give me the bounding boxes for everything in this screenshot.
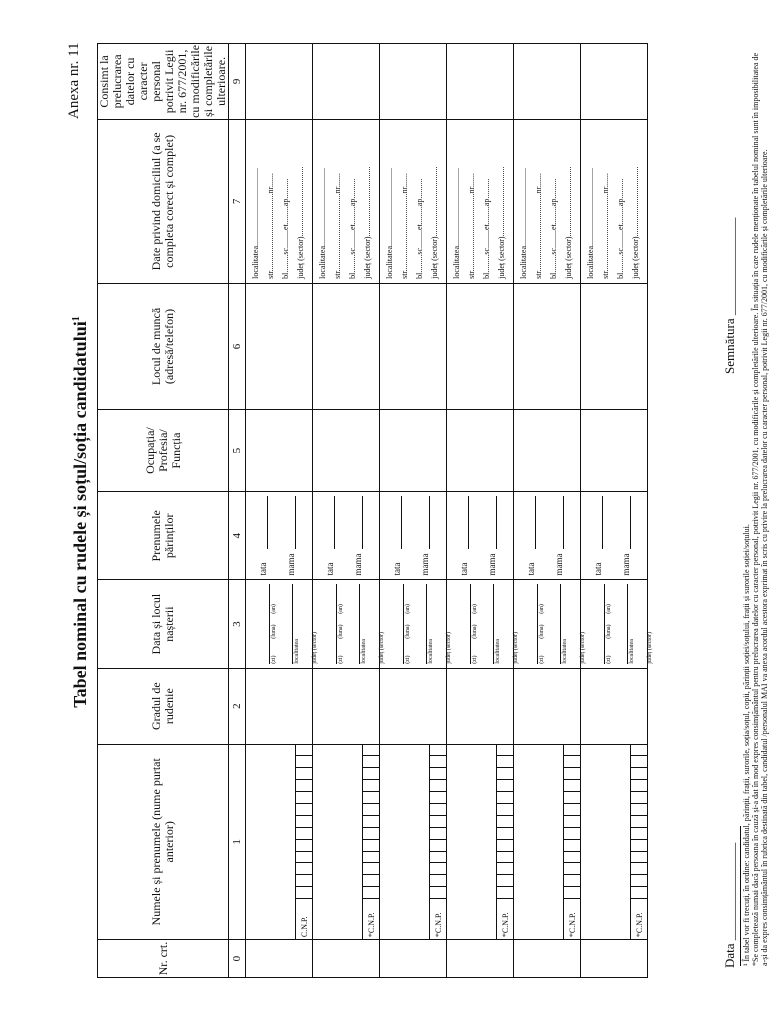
cnp-label: *C.N.P. bbox=[631, 898, 647, 939]
cnp-label: *C.N.P. bbox=[564, 898, 580, 939]
cnp-digit-box[interactable] bbox=[631, 827, 647, 839]
cnp-digit-box[interactable] bbox=[296, 886, 312, 898]
col-number: 0 bbox=[229, 940, 246, 978]
header-nr: Nr. crt. bbox=[98, 940, 229, 978]
occupation-cell[interactable] bbox=[380, 410, 447, 492]
cnp-digit-box[interactable] bbox=[497, 827, 513, 839]
cnp-digit-box[interactable] bbox=[430, 755, 446, 767]
cnp-field bbox=[295, 745, 312, 940]
name-cell[interactable] bbox=[581, 744, 648, 940]
address-street: str.......................................nr....... bbox=[400, 173, 409, 279]
mother-label: mama bbox=[420, 553, 430, 576]
cnp-field bbox=[429, 745, 446, 940]
header-workplace: Locul de muncă (adresă/telefon) bbox=[98, 283, 229, 409]
cnp-digit-box[interactable] bbox=[296, 851, 312, 863]
cnp-digit-box[interactable] bbox=[296, 767, 312, 779]
place-caption: localitatea bbox=[495, 639, 501, 664]
address-building: bl.........sc.........et.........ap.......... bbox=[616, 178, 625, 279]
nr-cell[interactable] bbox=[447, 940, 514, 978]
name-cell[interactable] bbox=[246, 744, 313, 940]
title-text: Tabel nominal cu rudele și soțul/soția candidatului bbox=[70, 321, 90, 708]
father-label: tata bbox=[593, 562, 603, 576]
cnp-digit-box[interactable] bbox=[430, 745, 446, 756]
mother-label: mama bbox=[554, 553, 564, 576]
month-caption: (luna) bbox=[606, 624, 612, 639]
footnote-2: *Se completează numai dacă persoana în cauză și-a dat în mod expres consimțământul pentru prelucrarea datelor cu caracter personal, potrivit Legii nr. 677/2001, cu modificările și completările ulterioare. În situația în care rudele menționate în tabelul nominal sunt în imposibilitatea de a-și da expres consimțământul în rubrica destinată din tabel, candidatul /personalul MAI va anexa acordul acestora exprimat în scris cu privire la prelucrarea datelor cu caracter personal, potrivit Legii nr. 677/2001, cu modificările și completările ulterioare. bbox=[751, 53, 769, 966]
header-parents: Prenumele părinților bbox=[98, 492, 229, 580]
county-caption: județ (sector) bbox=[379, 631, 385, 664]
cnp-digit-box[interactable] bbox=[497, 791, 513, 803]
father-label: tata bbox=[392, 562, 402, 576]
kinship-cell[interactable] bbox=[380, 668, 447, 744]
consent-cell[interactable] bbox=[313, 44, 380, 120]
kinship-cell[interactable] bbox=[447, 668, 514, 744]
day-caption: (zi) bbox=[472, 655, 478, 664]
cnp-digit-box[interactable] bbox=[363, 851, 379, 863]
cnp-digit-box[interactable] bbox=[564, 767, 580, 779]
footnote-divider bbox=[740, 826, 741, 966]
cnp-digit-box[interactable] bbox=[296, 827, 312, 839]
address-locality: localitatea....................................... bbox=[251, 168, 260, 279]
address-county: județ (sector)................................... bbox=[296, 166, 305, 279]
birth-cell[interactable] bbox=[313, 580, 385, 668]
cnp-field bbox=[362, 745, 379, 940]
birth-cell[interactable] bbox=[246, 580, 318, 668]
kinship-cell[interactable] bbox=[514, 668, 581, 744]
cnp-digit-box[interactable] bbox=[631, 791, 647, 803]
address-locality: localitatea....................................... bbox=[385, 168, 394, 279]
father-label: tata bbox=[459, 562, 469, 576]
county-caption: județ (sector) bbox=[513, 631, 519, 664]
table-row bbox=[447, 44, 514, 978]
place-caption: localitatea bbox=[294, 639, 300, 664]
parents-cell[interactable] bbox=[581, 492, 648, 580]
mother-label: mama bbox=[487, 553, 497, 576]
month-caption: (luna) bbox=[539, 624, 545, 639]
birth-cell[interactable] bbox=[514, 580, 586, 668]
cnp-digit-box[interactable] bbox=[430, 839, 446, 851]
cnp-digit-box[interactable] bbox=[497, 851, 513, 863]
cnp-field bbox=[563, 745, 580, 940]
cnp-digit-box[interactable] bbox=[363, 755, 379, 767]
consent-cell[interactable] bbox=[514, 44, 581, 120]
cnp-label: C.N.P. bbox=[296, 898, 312, 939]
month-caption: (luna) bbox=[271, 624, 277, 639]
cnp-digit-box[interactable] bbox=[631, 745, 647, 756]
cnp-digit-box[interactable] bbox=[363, 827, 379, 839]
cnp-digit-box[interactable] bbox=[363, 874, 379, 886]
day-caption: (zi) bbox=[405, 655, 411, 664]
col-number: 4 bbox=[229, 492, 246, 580]
cnp-label: *C.N.P. bbox=[430, 898, 446, 939]
place-caption: localitatea bbox=[562, 639, 568, 664]
cnp-digit-box[interactable] bbox=[363, 839, 379, 851]
month-caption: (luna) bbox=[338, 624, 344, 639]
address-street: str.......................................nr....... bbox=[266, 173, 275, 279]
mother-label: mama bbox=[621, 553, 631, 576]
county-caption: județ (sector) bbox=[647, 631, 653, 664]
workplace-cell[interactable] bbox=[447, 283, 514, 409]
name-cell[interactable] bbox=[447, 744, 514, 940]
cnp-digit-box[interactable] bbox=[430, 767, 446, 779]
cnp-label: *C.N.P. bbox=[497, 898, 513, 939]
table-row bbox=[581, 44, 648, 978]
occupation-cell[interactable] bbox=[246, 410, 313, 492]
cnp-digit-box[interactable] bbox=[363, 791, 379, 803]
cnp-digit-box[interactable] bbox=[497, 779, 513, 791]
cnp-digit-box[interactable] bbox=[363, 815, 379, 827]
col-number: 6 bbox=[229, 283, 246, 409]
place-caption: localitatea bbox=[629, 639, 635, 664]
parents-cell[interactable] bbox=[246, 492, 313, 580]
place-caption: localitatea bbox=[428, 639, 434, 664]
cnp-digit-box[interactable] bbox=[296, 755, 312, 767]
cnp-digit-box[interactable] bbox=[564, 874, 580, 886]
name-cell[interactable] bbox=[380, 744, 447, 940]
cnp-digit-box[interactable] bbox=[631, 755, 647, 767]
cnp-digit-box[interactable] bbox=[430, 779, 446, 791]
cnp-digit-box[interactable] bbox=[631, 815, 647, 827]
address-street: str.......................................nr....... bbox=[601, 173, 610, 279]
cnp-digit-box[interactable] bbox=[363, 803, 379, 815]
cnp-digit-box[interactable] bbox=[497, 815, 513, 827]
table-row bbox=[380, 44, 447, 978]
address-county: județ (sector)................................... bbox=[631, 166, 640, 279]
cnp-digit-box[interactable] bbox=[430, 803, 446, 815]
column-number-row bbox=[229, 44, 246, 978]
header-occupation: Ocupația/ Profesia/ Funcția bbox=[98, 410, 229, 492]
kinship-cell[interactable] bbox=[246, 668, 313, 744]
cnp-digit-box[interactable] bbox=[430, 791, 446, 803]
year-caption: (an) bbox=[338, 604, 344, 614]
kinship-cell[interactable] bbox=[581, 668, 648, 744]
cnp-digit-box[interactable] bbox=[430, 886, 446, 898]
date-label: Data bbox=[722, 943, 737, 968]
cnp-digit-box[interactable] bbox=[497, 767, 513, 779]
cnp-digit-box[interactable] bbox=[430, 851, 446, 863]
cnp-digit-box[interactable] bbox=[564, 745, 580, 756]
address-cell[interactable] bbox=[581, 119, 648, 283]
cnp-digit-box[interactable] bbox=[430, 827, 446, 839]
day-caption: (zi) bbox=[606, 655, 612, 664]
address-cell[interactable] bbox=[313, 119, 380, 283]
signature-field[interactable]: Semnătura _______________ bbox=[722, 217, 737, 374]
nr-cell[interactable] bbox=[581, 940, 648, 978]
nr-cell[interactable] bbox=[514, 940, 581, 978]
address-locality: localitatea....................................... bbox=[452, 168, 461, 279]
cnp-digit-box[interactable] bbox=[296, 745, 312, 756]
cnp-digit-box[interactable] bbox=[497, 886, 513, 898]
address-county: județ (sector)................................... bbox=[363, 166, 372, 279]
cnp-digit-box[interactable] bbox=[564, 886, 580, 898]
cnp-digit-box[interactable] bbox=[363, 779, 379, 791]
cnp-digit-box[interactable] bbox=[564, 862, 580, 874]
cnp-digit-box[interactable] bbox=[296, 791, 312, 803]
kinship-cell[interactable] bbox=[313, 668, 380, 744]
cnp-digit-box[interactable] bbox=[497, 755, 513, 767]
county-caption: județ (sector) bbox=[446, 631, 452, 664]
month-caption: (luna) bbox=[472, 624, 478, 639]
cnp-digit-box[interactable] bbox=[631, 874, 647, 886]
relatives-table bbox=[97, 43, 653, 978]
cnp-digit-box[interactable] bbox=[497, 862, 513, 874]
address-cell[interactable] bbox=[447, 119, 514, 283]
table-row bbox=[246, 44, 313, 978]
father-label: tata bbox=[325, 562, 335, 576]
cnp-digit-box[interactable] bbox=[296, 815, 312, 827]
cnp-digit-box[interactable] bbox=[564, 791, 580, 803]
header-kinship: Gradul de rudenie bbox=[98, 668, 229, 744]
address-locality: localitatea....................................... bbox=[586, 168, 595, 279]
occupation-cell[interactable] bbox=[514, 410, 581, 492]
name-cell[interactable] bbox=[313, 744, 380, 940]
table-row bbox=[514, 44, 581, 978]
consent-cell[interactable] bbox=[581, 44, 648, 120]
father-label: tata bbox=[258, 562, 268, 576]
table-row bbox=[313, 44, 380, 978]
col-number: 2 bbox=[229, 668, 246, 744]
address-cell[interactable] bbox=[246, 119, 313, 283]
cnp-digit-box[interactable] bbox=[564, 779, 580, 791]
cnp-digit-box[interactable] bbox=[296, 803, 312, 815]
address-building: bl.........sc.........et.........ap.......... bbox=[415, 178, 424, 279]
header-birth: Data și locul nașterii bbox=[98, 580, 229, 668]
year-caption: (an) bbox=[405, 604, 411, 614]
birth-cell[interactable] bbox=[581, 580, 653, 668]
cnp-label: *C.N.P. bbox=[363, 898, 379, 939]
cnp-digit-box[interactable] bbox=[564, 839, 580, 851]
occupation-cell[interactable] bbox=[581, 410, 648, 492]
workplace-cell[interactable] bbox=[380, 283, 447, 409]
year-caption: (an) bbox=[606, 604, 612, 614]
address-building: bl.........sc.........et.........ap.......... bbox=[482, 178, 491, 279]
occupation-cell[interactable] bbox=[447, 410, 514, 492]
annex-number: Anexa nr. 11 bbox=[66, 42, 82, 119]
consent-cell[interactable] bbox=[447, 44, 514, 120]
col-number: 5 bbox=[229, 410, 246, 492]
county-caption: județ (sector) bbox=[312, 631, 318, 664]
parents-cell[interactable] bbox=[514, 492, 581, 580]
consent-cell[interactable] bbox=[380, 44, 447, 120]
cnp-digit-box[interactable] bbox=[564, 851, 580, 863]
mother-label: mama bbox=[286, 553, 296, 576]
cnp-digit-box[interactable] bbox=[564, 755, 580, 767]
mother-label: mama bbox=[353, 553, 363, 576]
month-caption: (luna) bbox=[405, 624, 411, 639]
county-caption: județ (sector) bbox=[580, 631, 586, 664]
header-address: Date privind domiciliul (a se completa corect și complet) bbox=[98, 119, 229, 283]
form-title bbox=[70, 0, 91, 1024]
parents-cell[interactable] bbox=[447, 492, 514, 580]
name-cell[interactable] bbox=[514, 744, 581, 940]
address-county: județ (sector)................................... bbox=[430, 166, 439, 279]
year-caption: (an) bbox=[539, 604, 545, 614]
nr-cell[interactable] bbox=[246, 940, 313, 978]
workplace-cell[interactable] bbox=[246, 283, 313, 409]
cnp-digit-box[interactable] bbox=[631, 767, 647, 779]
birth-cell[interactable] bbox=[447, 580, 519, 668]
cnp-digit-box[interactable] bbox=[363, 745, 379, 756]
day-caption: (zi) bbox=[338, 655, 344, 664]
address-building: bl.........sc.........et.........ap.......... bbox=[281, 178, 290, 279]
cnp-digit-box[interactable] bbox=[497, 874, 513, 886]
col-number: 1 bbox=[229, 744, 246, 940]
parents-cell[interactable] bbox=[380, 492, 447, 580]
cnp-digit-box[interactable] bbox=[564, 803, 580, 815]
cnp-digit-box[interactable] bbox=[296, 839, 312, 851]
cnp-digit-box[interactable] bbox=[497, 745, 513, 756]
cnp-digit-box[interactable] bbox=[430, 862, 446, 874]
address-locality: localitatea....................................... bbox=[519, 168, 528, 279]
footnote-1: ¹ În tabel vor fi trecuți, în ordine: candidatul, părinții, frații, surorile, soția/soțul, copii, părinții soției/soțului, frații și surorile soției/soțului. bbox=[742, 524, 751, 966]
cnp-digit-box[interactable] bbox=[363, 767, 379, 779]
cnp-digit-box[interactable] bbox=[631, 886, 647, 898]
cnp-digit-box[interactable] bbox=[497, 839, 513, 851]
consent-cell[interactable] bbox=[246, 44, 313, 120]
workplace-cell[interactable] bbox=[581, 283, 648, 409]
cnp-digit-box[interactable] bbox=[296, 874, 312, 886]
nr-cell[interactable] bbox=[313, 940, 380, 978]
cnp-field bbox=[496, 745, 513, 940]
workplace-cell[interactable] bbox=[313, 283, 380, 409]
cnp-digit-box[interactable] bbox=[430, 874, 446, 886]
address-cell[interactable] bbox=[380, 119, 447, 283]
cnp-digit-box[interactable] bbox=[497, 803, 513, 815]
day-caption: (zi) bbox=[539, 655, 545, 664]
cnp-digit-box[interactable] bbox=[564, 827, 580, 839]
cnp-digit-box[interactable] bbox=[631, 839, 647, 851]
title-footnote-mark: 1 bbox=[71, 316, 82, 322]
day-caption: (zi) bbox=[271, 655, 277, 664]
occupation-cell[interactable] bbox=[313, 410, 380, 492]
father-label: tata bbox=[526, 562, 536, 576]
address-building: bl.........sc.........et.........ap.......... bbox=[348, 178, 357, 279]
cnp-digit-box[interactable] bbox=[631, 862, 647, 874]
cnp-digit-box[interactable] bbox=[296, 862, 312, 874]
cnp-digit-box[interactable] bbox=[631, 851, 647, 863]
signature-label: Semnătura bbox=[722, 318, 737, 374]
cnp-digit-box[interactable] bbox=[631, 803, 647, 815]
year-caption: (an) bbox=[271, 604, 277, 614]
footnotes bbox=[742, 46, 769, 966]
header-name: Numele și prenumele (nume purtat anterior) bbox=[98, 744, 229, 940]
col-number: 3 bbox=[229, 580, 246, 668]
address-cell[interactable] bbox=[514, 119, 581, 283]
cnp-digit-box[interactable] bbox=[296, 779, 312, 791]
place-caption: localitatea bbox=[361, 639, 367, 664]
parents-cell[interactable] bbox=[313, 492, 380, 580]
address-county: județ (sector)................................... bbox=[497, 166, 506, 279]
address-street: str.......................................nr....... bbox=[467, 173, 476, 279]
header-consent: Consimt la prelucrarea datelor cu caracter personal potrivit Legii nr. 677/2001, cu modificările și completările ulterioare. bbox=[97, 44, 228, 118]
birth-cell[interactable] bbox=[380, 580, 452, 668]
address-building: bl.........sc.........et.........ap.......... bbox=[549, 178, 558, 279]
address-street: str.......................................nr....... bbox=[333, 173, 342, 279]
workplace-cell[interactable] bbox=[514, 283, 581, 409]
col-number: 7 bbox=[229, 119, 246, 283]
cnp-digit-box[interactable] bbox=[363, 862, 379, 874]
cnp-digit-box[interactable] bbox=[363, 886, 379, 898]
nr-cell[interactable] bbox=[380, 940, 447, 978]
cnp-digit-box[interactable] bbox=[430, 815, 446, 827]
year-caption: (an) bbox=[472, 604, 478, 614]
cnp-digit-box[interactable] bbox=[631, 779, 647, 791]
address-county: județ (sector)................................... bbox=[564, 166, 573, 279]
address-locality: localitatea....................................... bbox=[318, 168, 327, 279]
date-field[interactable]: Data _______________ bbox=[722, 842, 737, 968]
col-number: 9 bbox=[229, 44, 246, 120]
cnp-field bbox=[630, 745, 647, 940]
address-street: str.......................................nr....... bbox=[534, 173, 543, 279]
cnp-digit-box[interactable] bbox=[564, 815, 580, 827]
